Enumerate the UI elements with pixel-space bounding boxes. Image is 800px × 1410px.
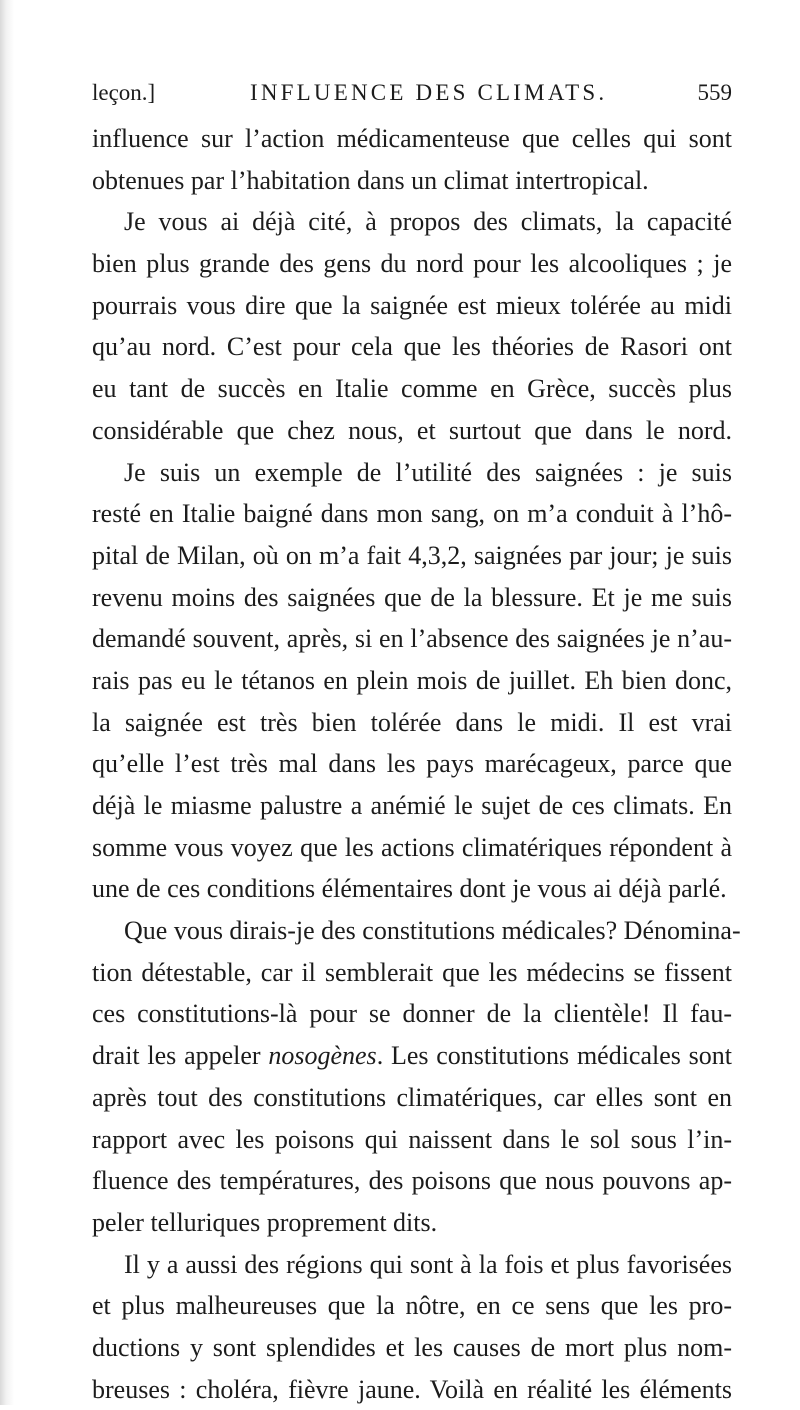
text-line: ductions y sont splendides et les causes de mort plus nom- (92, 1332, 732, 1362)
text-line: revenu moins des saignées que de la blessure. Et je me suis (92, 582, 732, 612)
page-binding-edge (0, 0, 14, 1405)
text-line: influence sur l’action médicamenteuse que celles qui sont (92, 124, 732, 153)
italic-term: nosogènes (268, 1041, 377, 1071)
text-line: pourrais vous dire que la saignée est mieux tolérée au midi (92, 290, 732, 320)
text-line: tion détestable, car il semblerait que les médecins se fissent (92, 957, 732, 987)
text-line: Je vous ai déjà cité, à propos des climats, la capacité (124, 207, 732, 237)
text-line: et plus malheureuses que la nôtre, en ce sens que les pro- (92, 1291, 732, 1321)
text-line: déjà le miasme palustre a anémié le sujet de ces climats. En (92, 791, 732, 820)
text-line: fluence des températures, des poisons que nous pouvons ap- (92, 1166, 732, 1196)
text-line: eu tant de succès en Italie comme en Grèce, succès plus (92, 374, 732, 404)
text-segment: . Les constitutions médicales sont (376, 1041, 733, 1071)
text-line: rais pas eu le tétanos en plein mois de juillet. Eh bien donc, (92, 665, 732, 695)
text-line: pital de Milan, où on m’a fait 4,3,2, saignées par jour; je suis (92, 540, 732, 570)
page-number: 559 (697, 80, 732, 105)
text-line: bien plus grande des gens du nord pour les alcooliques ; je (92, 249, 732, 279)
text-line: la saignée est très bien tolérée dans le midi. Il est vrai (92, 707, 732, 737)
text-line: Que vous dirais-je des constitutions médicales? Dénomina- (124, 916, 741, 946)
text-line: qu’au nord. C’est pour cela que les théories de Rasori ont (92, 332, 732, 362)
text-line: demandé souvent, après, si en l’absence des saignées je n’au- (92, 624, 732, 654)
body-text (92, 118, 741, 1410)
text-line: peler telluriques proprement dits. (92, 1207, 438, 1237)
text-line: qu’elle l’est très mal dans les pays marécageux, parce que (92, 749, 732, 779)
text-line: considérable que chez nous, et surtout que dans le nord. (92, 415, 732, 445)
running-header (92, 78, 732, 108)
text-line: une de ces conditions élémentaires dont je vous ai déjà parlé. (92, 874, 727, 904)
text-line: ces constitutions-là pour se donner de la clientèle! Il fau- (92, 999, 732, 1029)
text-line: après tout des constitutions climatériques, car elles sont en (92, 1082, 732, 1112)
text-line: rapport avec les poisons qui naissent dans le sol sous l’in- (92, 1124, 732, 1154)
text-line: Je suis un exemple de l’utilité des saignées : je suis (124, 457, 732, 487)
text-line: obtenues par l’habitation dans un climat intertropical. (92, 165, 649, 195)
text-line: Il y a aussi des régions qui sont à la fois et plus favorisées (124, 1249, 732, 1279)
header-lesson-label: leçon.] (92, 80, 156, 105)
text-line: somme vous voyez que les actions climatériques répondent à (92, 832, 732, 862)
text-line (92, 1035, 732, 1077)
text-segment: drait les appeler (92, 1041, 269, 1071)
text-line: breuses : choléra, fièvre jaune. Voilà en réalité les éléments (92, 1374, 732, 1404)
header-chapter-title: INFLUENCE DES CLIMATS. (250, 80, 608, 105)
text-line: resté en Italie baigné dans mon sang, on m’a conduit à l’hô- (92, 499, 732, 529)
